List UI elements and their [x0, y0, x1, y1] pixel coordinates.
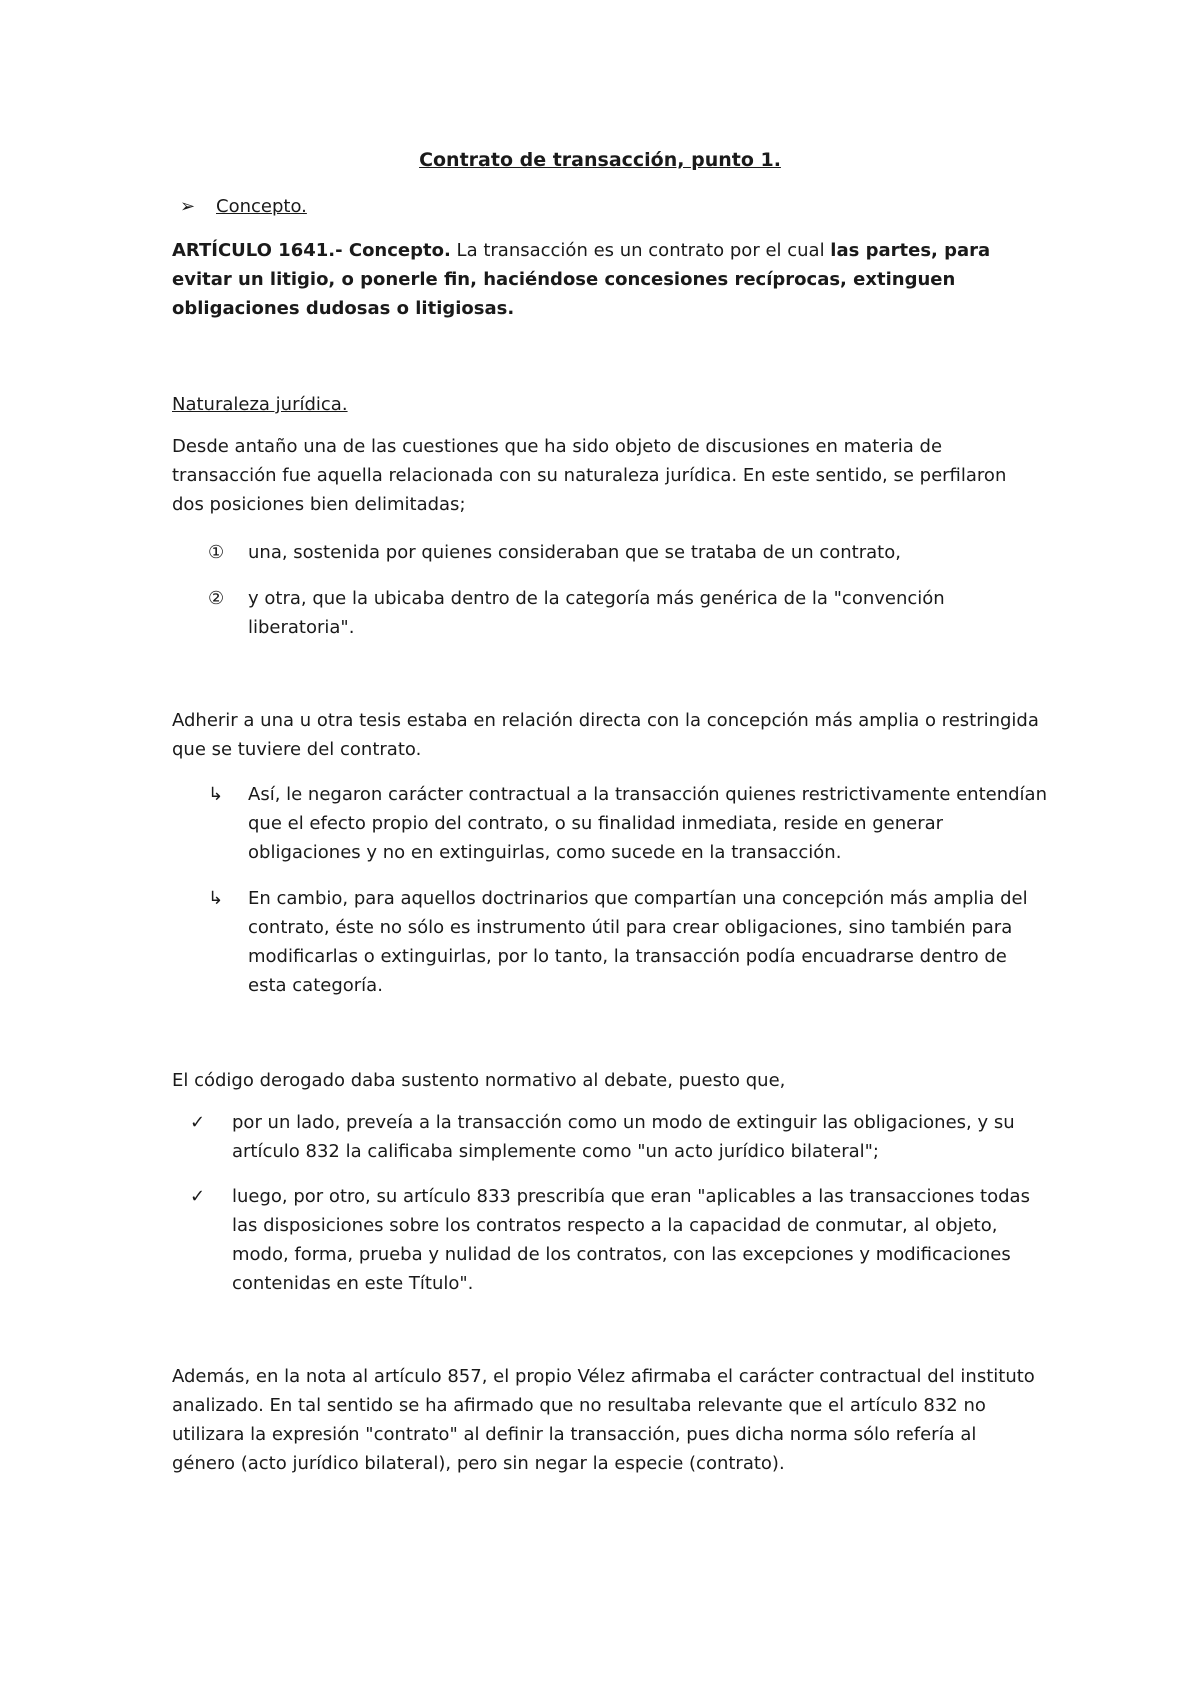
- checkmark-icon: ✓: [190, 1186, 206, 1207]
- codigo-item-2: [190, 1182, 1040, 1302]
- articulo-plain: La transacción es un contrato por el cual: [450, 240, 831, 261]
- articulo-paragraph: [172, 236, 1037, 323]
- adherir-intro: Adherir a una u otra tesis estaba en relación directa con la concepción más amplia o restringida que se tuviere del contrato.: [172, 710, 1039, 760]
- naturaleza-item-1: [208, 538, 1038, 568]
- articulo-lead: ARTÍCULO 1641.- Concepto.: [172, 240, 451, 261]
- codigo-item-2-text: luego, por otro, su artículo 833 prescribía que eran "aplicables a las transacciones todas las disposiciones sobre los contratos respecto a la capacidad de conmutar, al objeto, modo, forma, prueba y nulidad de los contratos, con las excepciones y modificaciones contenidas en este Título".: [232, 1186, 1030, 1294]
- adherir-item-1: [208, 780, 1047, 870]
- checkmark-icon: ✓: [190, 1112, 206, 1133]
- page-title: Contrato de transacción, punto 1.: [419, 149, 781, 171]
- naturaleza-intro: Desde antaño una de las cuestiones que ha sido objeto de discusiones en materia de transacción fue aquella relacionada con su naturaleza jurídica. En este sentido, se perfilaron dos posiciones bien delimitadas;: [172, 436, 1007, 515]
- arrowhead-bullet-icon: ➢: [180, 196, 196, 217]
- hooked-arrow-icon: ↳: [208, 784, 224, 805]
- adherir-item-1-text: Así, le negaron carácter contractual a la transacción quienes restrictivamente entendían que el efecto propio del contrato, o su finalidad inmediata, reside en generar obligaciones y no en extinguirlas, como sucede en la transacción.: [248, 784, 1047, 863]
- ademas-paragraph: Además, en la nota al artículo 857, el propio Vélez afirmaba el carácter contractual del instituto analizado. En tal sentido se ha afirmado que no resultaba relevante que el artículo 832 no utilizara la expresión "contrato" al definir la transacción, pues dicha norma sólo refería al género (acto jurídico bilateral), pero sin negar la especie (contrato).: [172, 1366, 1035, 1474]
- hooked-arrow-icon: ↳: [208, 888, 224, 909]
- circled-two-icon: ②: [208, 588, 225, 609]
- concepto-heading: Concepto.: [216, 196, 307, 217]
- codigo-intro: El código derogado daba sustento normativo al debate, puesto que,: [172, 1070, 786, 1091]
- adherir-item-2: [208, 884, 1038, 1004]
- circled-one-icon: ①: [208, 542, 225, 563]
- naturaleza-item-2: [208, 584, 1038, 644]
- naturaleza-item-2-text: y otra, que la ubicaba dentro de la categoría más genérica de la "convención liberatoria".: [248, 588, 945, 638]
- adherir-item-2-text: En cambio, para aquellos doctrinarios que compartían una concepción más amplia del contrato, éste no sólo es instrumento útil para crear obligaciones, sino también para modificarlas o extinguirlas, por lo tanto, la transacción podía encuadrarse dentro de esta categoría.: [248, 888, 1028, 996]
- codigo-item-1: [190, 1108, 1040, 1168]
- naturaleza-heading: Naturaleza jurídica.: [172, 394, 348, 415]
- naturaleza-item-1-text: una, sostenida por quienes consideraban que se trataba de un contrato,: [248, 542, 901, 563]
- codigo-item-1-text: por un lado, preveía a la transacción como un modo de extinguir las obligaciones, y su artículo 832 la calificaba simplemente como "un acto jurídico bilateral";: [232, 1112, 1015, 1162]
- articulo-bold-rest: las partes, para evitar un litigio, o ponerle fin, haciéndose concesiones recíprocas, extinguen obligaciones dudosas o litigiosas.: [172, 240, 991, 319]
- concepto-heading-row: [180, 192, 1040, 222]
